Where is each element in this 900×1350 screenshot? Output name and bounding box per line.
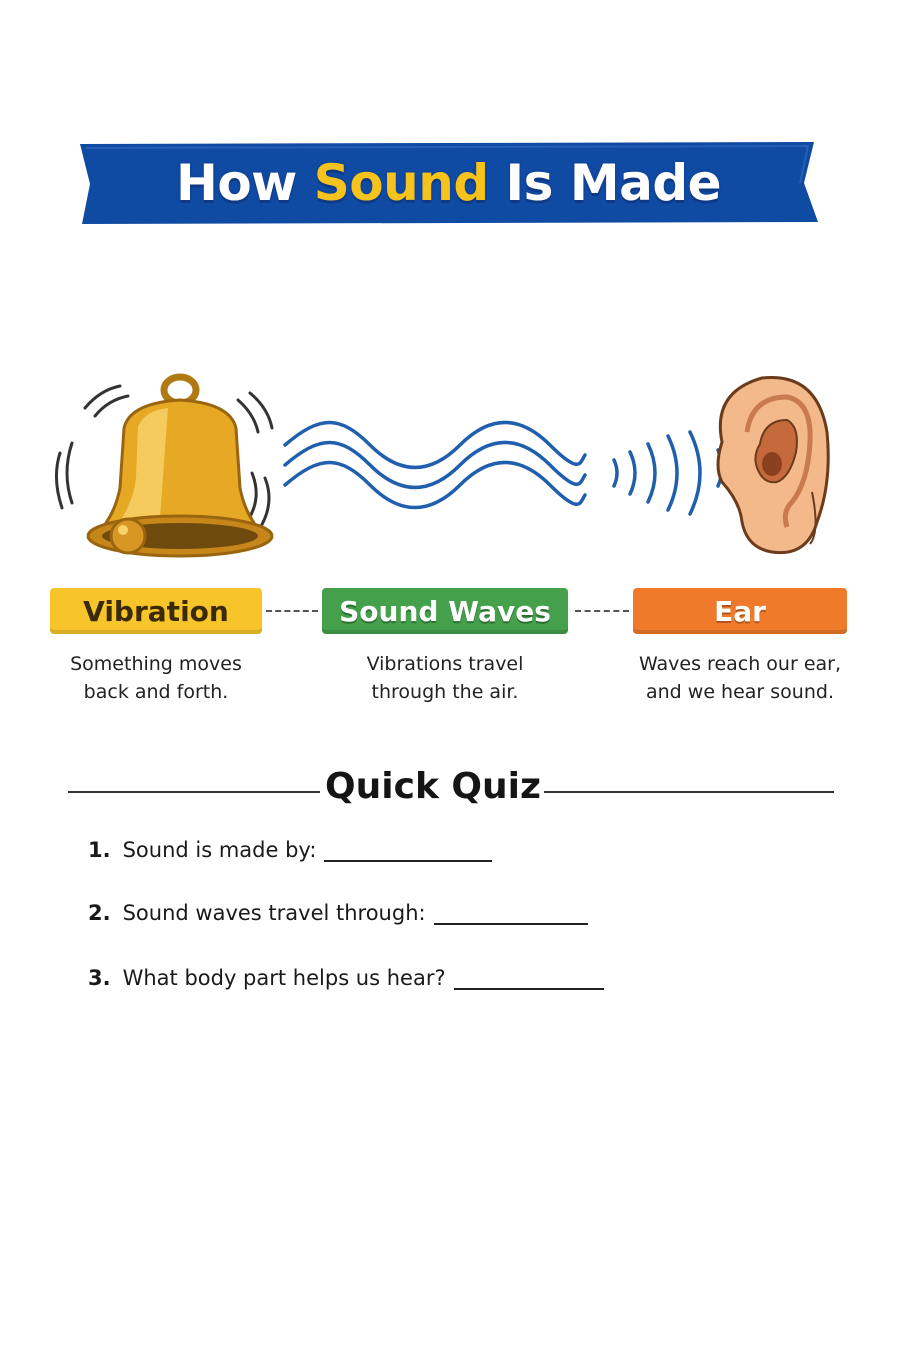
stage-description-sound-waves: Vibrations travel through the air. <box>366 653 524 703</box>
question-text: What body part helps us hear? <box>122 966 446 990</box>
quiz-question <box>88 901 588 925</box>
page-title: How Sound Is Made <box>175 154 722 212</box>
bell-icon <box>50 368 280 568</box>
title-banner <box>76 140 821 226</box>
question-text: Sound is made by: <box>122 838 317 862</box>
connector-dashed <box>266 610 318 612</box>
connector-dashed <box>575 610 629 612</box>
stage-description-ear: Waves reach our ear, and we hear sound. <box>638 653 842 703</box>
stage-label-vibration: Vibration <box>50 588 262 634</box>
question-number: 1. <box>88 838 111 862</box>
stage-description-vibration: Something moves back and forth. <box>70 653 242 703</box>
quiz-question <box>88 838 492 862</box>
question-text: Sound waves travel through: <box>122 901 426 925</box>
sound-waves-icon <box>280 415 590 525</box>
question-number: 3. <box>88 966 111 990</box>
quiz-title: Quick Quiz <box>325 766 541 807</box>
answer-blank[interactable] <box>454 968 604 990</box>
stage-label-sound-waves: Sound Waves <box>322 588 568 634</box>
quiz-question <box>88 966 604 990</box>
ear-icon <box>692 372 832 562</box>
divider <box>544 791 834 793</box>
answer-blank[interactable] <box>324 840 492 862</box>
question-number: 2. <box>88 901 111 925</box>
divider <box>68 791 320 793</box>
answer-blank[interactable] <box>434 903 588 925</box>
stage-label-ear: Ear <box>633 588 847 634</box>
